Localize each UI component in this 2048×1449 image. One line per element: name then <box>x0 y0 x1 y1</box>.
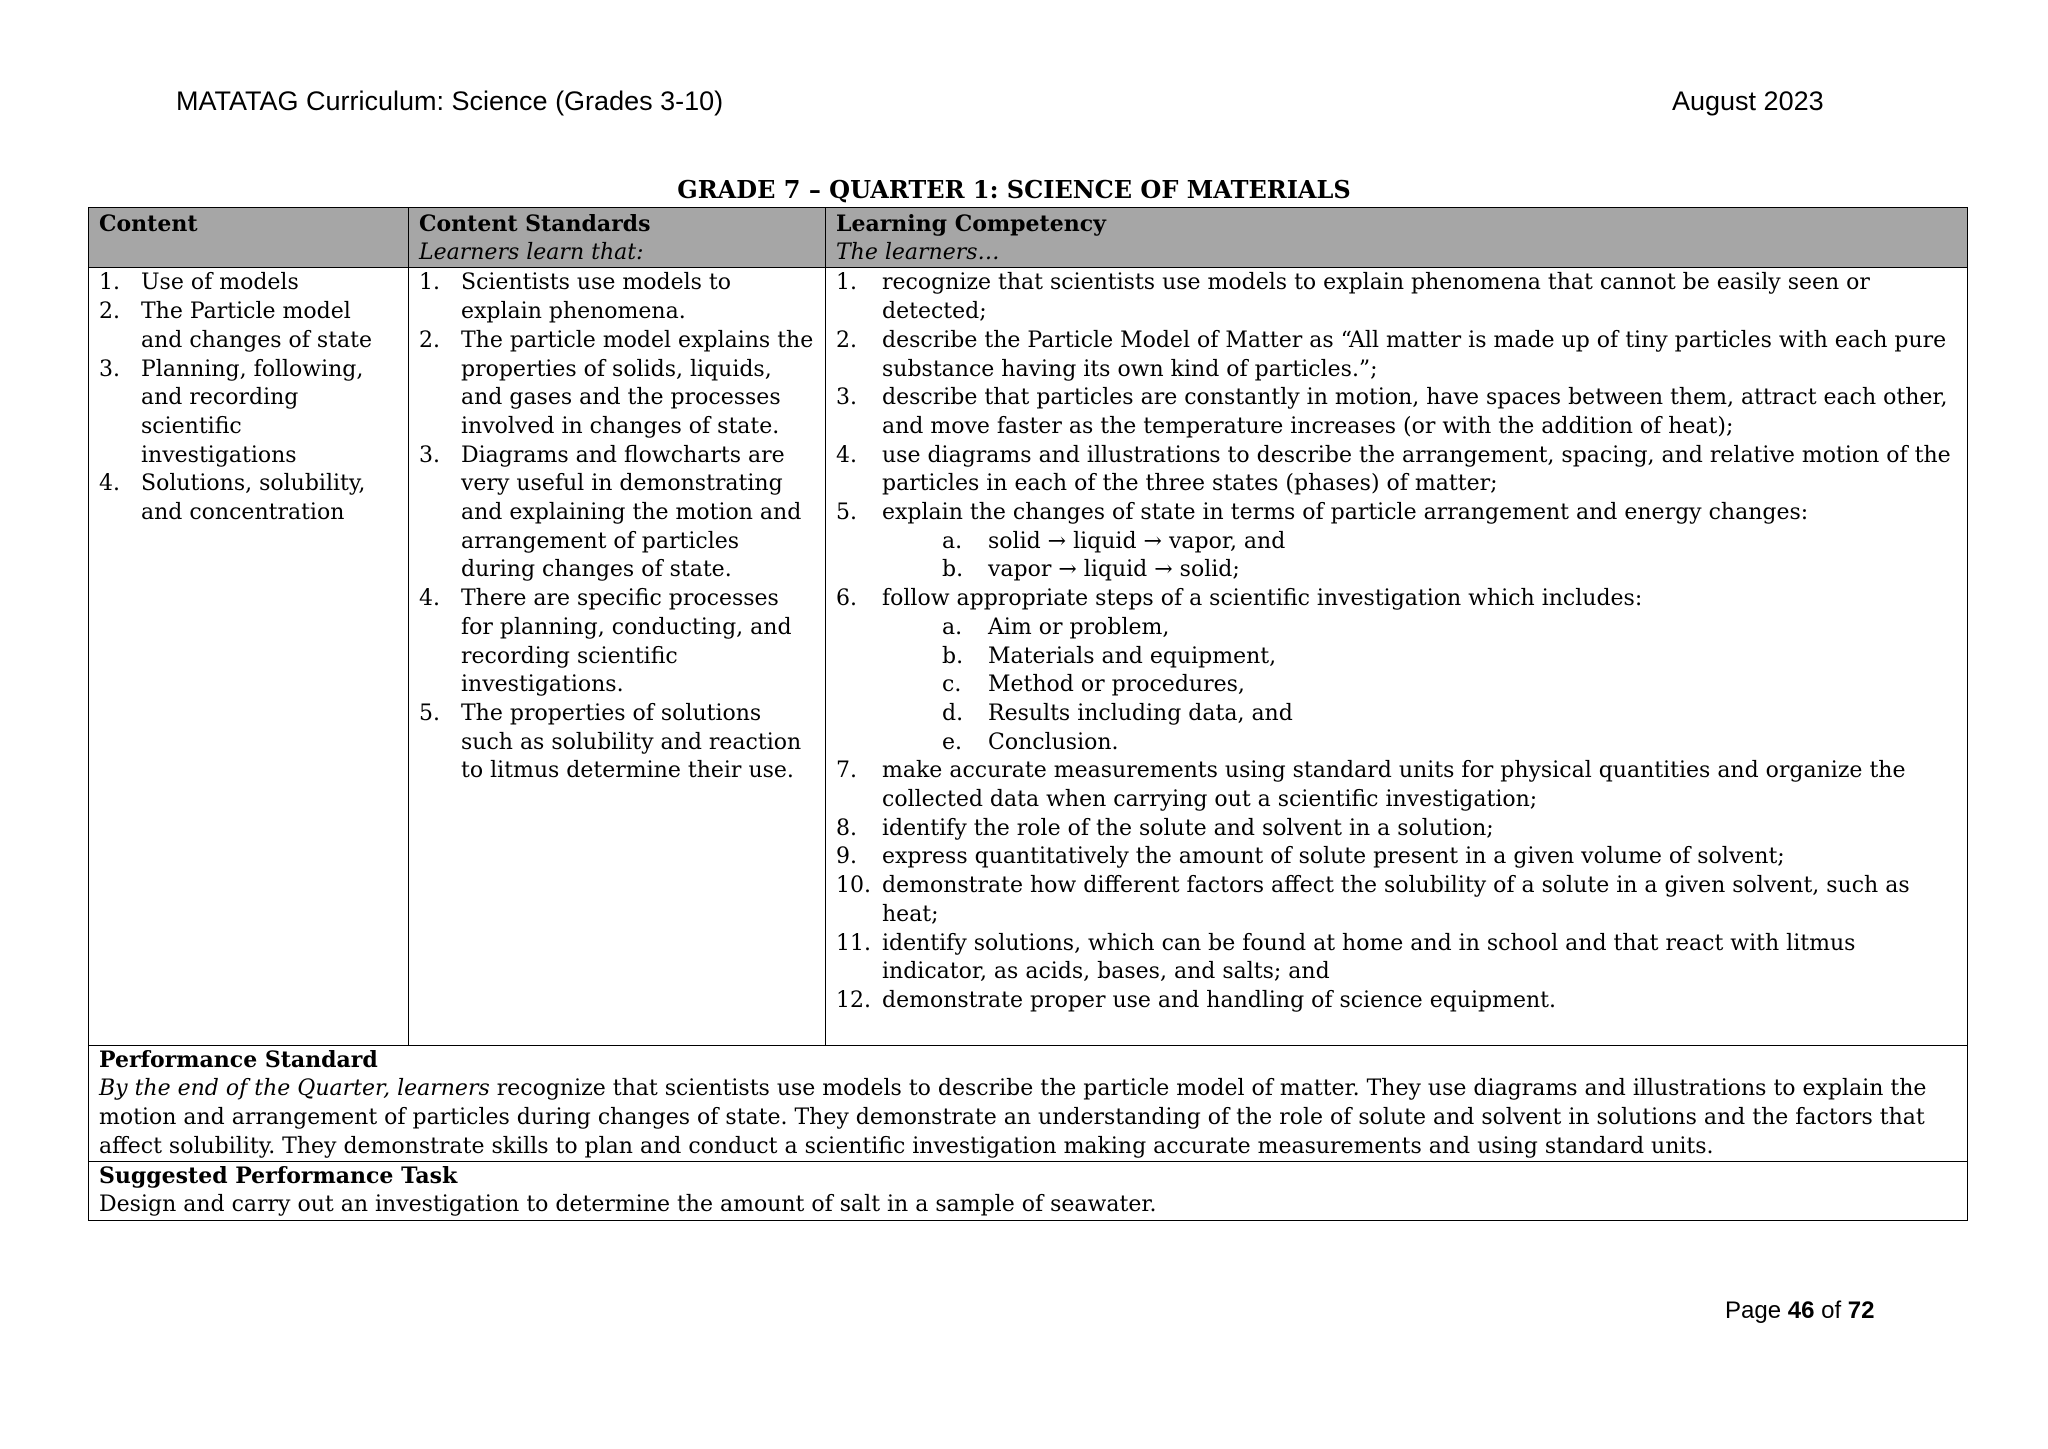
list-item: 1. Scientists use models to explain phenomena. <box>419 270 731 325</box>
list-item: 2. The Particle model and changes of state <box>99 299 373 353</box>
performance-task-row <box>89 1162 1968 1220</box>
performance-task-text: Design and carry out an investigation to determine the amount of salt in a sample of seawater. <box>99 1191 1157 1217</box>
list-item: 5. The properties of solutions such as solubility and reaction to litmus determine their use. <box>419 700 802 784</box>
sub-list-item: b. vapor → liquid → solid; <box>942 557 1240 583</box>
sub-list-item: a. Aim or problem, <box>942 614 1170 640</box>
table-body-row <box>89 268 1968 1046</box>
running-header-date: August 2023 <box>1672 86 1824 116</box>
table-header-row <box>89 208 1968 268</box>
sub-list <box>882 528 1957 585</box>
performance-task-cell <box>89 1162 1968 1220</box>
competency-list <box>836 269 1957 1015</box>
sub-list <box>882 614 1957 758</box>
sub-list-item: b. Materials and equipment, <box>942 643 1277 669</box>
list-item: 2. The particle model explains the properties of solids, liquids, and gases and the processes involved in changes of state. <box>419 327 814 439</box>
performance-standard-row <box>89 1046 1968 1162</box>
list-item: 1. recognize that scientists use models to explain phenomena that cannot be easily seen or detected; <box>836 270 1870 325</box>
list-item: 9. express quantitatively the amount of solute present in a given volume of solvent; <box>836 844 1785 870</box>
sub-list-item: d. Results including data, and <box>942 700 1293 726</box>
performance-task-heading: Suggested Performance Task <box>99 1163 458 1190</box>
column-header-content: Content <box>89 208 409 268</box>
content-standards-cell <box>409 268 826 1046</box>
content-cell <box>89 268 409 1046</box>
running-header-title: MATATAG Curriculum: Science (Grades 3-10) <box>176 86 724 116</box>
list-item: 3. Diagrams and flowcharts are very useful in demonstrating and explaining the motion and arrangement of particles during changes of state. <box>419 442 802 583</box>
sub-list-item: c. Method or procedures, <box>942 672 1245 698</box>
content-standards-list <box>419 269 815 786</box>
list-item: 6. follow appropriate steps of a scientific investigation which includes: a. Aim or problem, b. Materials and equipment, c. Method or procedures, d. Results including data, and e. Conclusion. <box>836 585 1957 757</box>
list-item: 3. describe that particles are constantly in motion, have spaces between them, attract each other, and move faster as the temperature increases (or with the addition of heat); <box>836 385 1948 439</box>
list-item: 1. Use of models <box>99 270 299 296</box>
page-title: GRADE 7 – QUARTER 1: SCIENCE OF MATERIALS <box>677 175 1351 204</box>
performance-standard-heading: Performance Standard <box>99 1047 378 1074</box>
list-item: 11. identify solutions, which can be found at home and in school and that react with litmus indicator, as acids, bases, and salts; and <box>836 930 1856 985</box>
list-item: 7. make accurate measurements using standard units for physical quantities and organize the collected data when carrying out a scientific investigation; <box>836 758 1906 813</box>
list-item: 5. explain the changes of state in terms of particle arrangement and energy changes: a. solid → liquid → vapor, and b. vapor → liquid → solid; <box>836 499 1957 585</box>
list-item: 12. demonstrate proper use and handling of science equipment. <box>836 987 1556 1013</box>
list-item: 2. describe the Particle Model of Matter as “All matter is made up of tiny particles with each pure substance having its own kind of particles.”; <box>836 327 1947 382</box>
column-header-content-standards: Content Standards Learners learn that: <box>409 208 826 268</box>
column-header-learning-competency: Learning Competency The learners… <box>826 208 1968 268</box>
learning-competency-cell <box>826 268 1968 1046</box>
curriculum-table <box>88 207 1968 1221</box>
sub-list-item: a. solid → liquid → vapor, and <box>942 528 1286 554</box>
performance-standard-cell <box>89 1046 1968 1162</box>
content-list <box>99 269 398 527</box>
list-item: 4. use diagrams and illustrations to describe the arrangement, spacing, and relative motion of the particles in each of the three states (phases) of matter; <box>836 442 1951 497</box>
page-number: Page 46 of 72 <box>1725 1297 1875 1324</box>
list-item: 4. There are specific processes for planning, conducting, and recording scientific investigations. <box>419 586 792 698</box>
list-item: 8. identify the role of the solute and solvent in a solution; <box>836 815 1494 841</box>
sub-list-item: e. Conclusion. <box>942 729 1119 755</box>
list-item: 10. demonstrate how different factors affect the solubility of a solute in a given solvent, such as heat; <box>836 873 1910 927</box>
list-item: 3. Planning, following, and recording scientific investigations <box>99 356 364 468</box>
list-item: 4. Solutions, solubility, and concentration <box>99 471 366 526</box>
performance-standard-text: By the end of the Quarter, learners recognize that scientists use models to describe the particle model of matter. They use diagrams and illustrations to explain the motion and arrangement of particles during changes of state. They demonstrate an understanding of the role of solute and solvent in solutions and the factors that affect solubility. They demonstrate skills to plan and conduct a scientific investigation making accurate measurements and using standard units. <box>99 1076 1927 1159</box>
